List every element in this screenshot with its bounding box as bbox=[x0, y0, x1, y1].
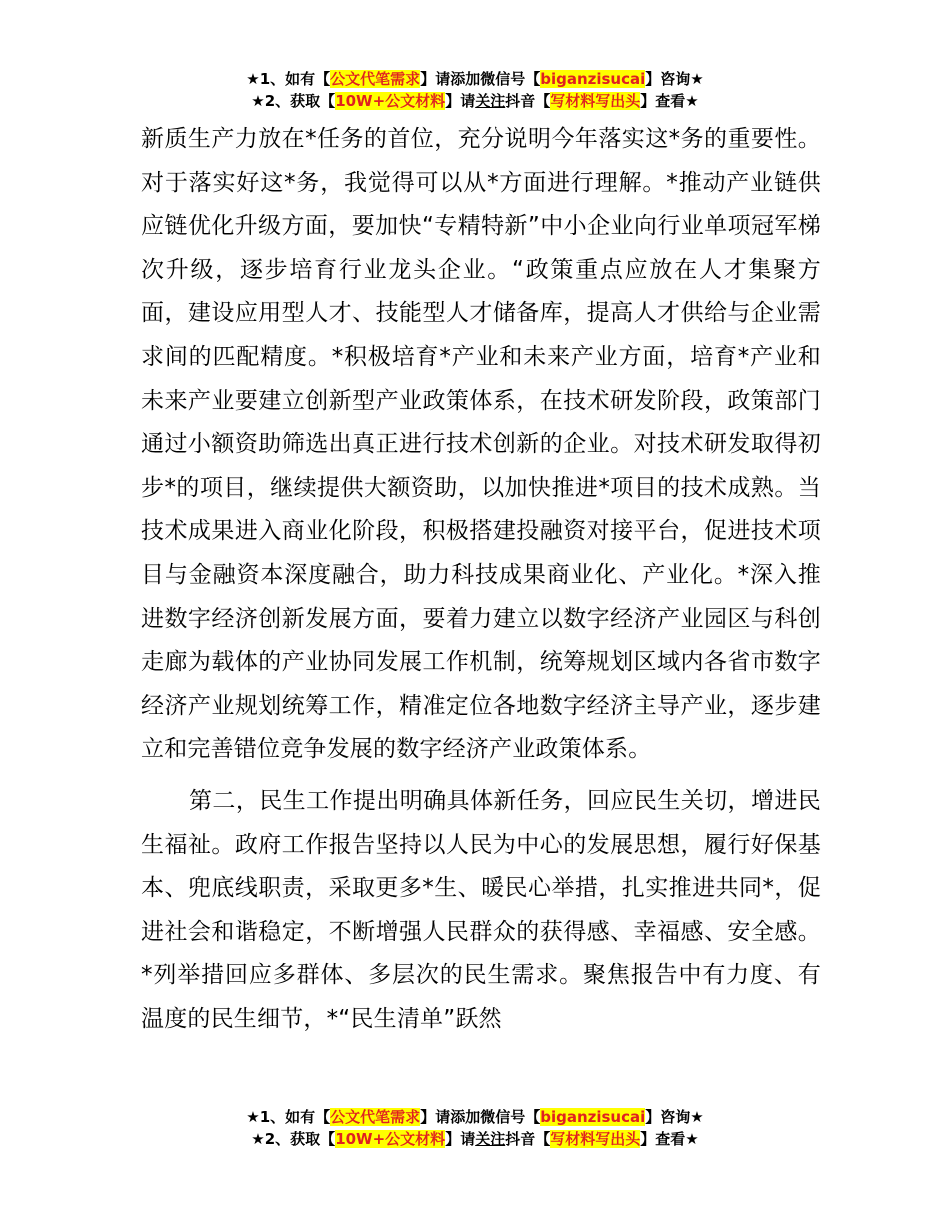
footer-line1-end: 】咨询★ bbox=[645, 1108, 704, 1126]
header-line1-mid: 】请添加微信号【 bbox=[420, 70, 541, 88]
header-line1-prefix: ★1、如有 bbox=[246, 70, 316, 88]
footer-line1-mid: 】请添加微信号【 bbox=[420, 1108, 541, 1126]
footer-ghostwriting-highlight: 公文代笔需求 bbox=[330, 1108, 421, 1126]
header-materials-highlight: 10W+公文材料 bbox=[335, 92, 446, 110]
footer-line1-bracket: 【 bbox=[315, 1108, 331, 1126]
header-line2-mid2: 抖音【 bbox=[505, 92, 551, 110]
header-ghostwriting-highlight: 公文代笔需求 bbox=[330, 70, 421, 88]
paragraph-1: 新质生产力放在*任务的首位，充分说明今年落实这*务的重要性。对于落实好这*务，我觉得可以从*方面进行理解。*推动产业链供应链优化升级方面，要加快“专精特新”中小企业向行业单项冠军梯次升级，逐步培育行业龙头企业。“政策重点应放在人才集聚方面，建设应用型人才、技能型人才储备库，提高人才供给与企业需求间的匹配精度。*积极培育*产业和未来产业方面，培育*产业和未来产业要建立创新型产业政策体系，在技术研发阶段，政策部门通过小额资助筛选出真正进行技术创新的企业。对技术研发取得初步*的项目，继续提供大额资助，以加快推进*项目的技术成熟。当技术成果进入商业化阶段，积极搭建投融资对接平台，促进技术项目与金融资本深度融合，助力科技成果商业化、产业化。*深入推进数字经济创新发展方面，要着力建立以数字经济产业园区与科创走廊为载体的产业协同发展工作机制，统筹规划区域内各省市数字经济产业规划统筹工作，精准定位各地数字经济主导产业，逐步建立和完善错位竞争发展的数字经济产业政策体系。 bbox=[141, 126, 821, 763]
paragraph-2: 第二，民生工作提出明确具体新任务，回应民生关切，增进民生福祉。政府工作报告坚持以人民为中心的发展思想，履行好保基本、兜底线职责，采取更多*生、暖民心举措，扎实推进共同*，促进社会和谐稳定，不断增强人民群众的获得感、幸福感、安全感。*列举措回应多群体、多层次的民生需求。聚焦报告中有力度、有温度的民生细节，*“民生清单”跃然 bbox=[141, 787, 821, 1032]
footer-douyin-highlight: 写材料写出头 bbox=[550, 1130, 641, 1148]
header-line2-end: 】查看★ bbox=[640, 92, 699, 110]
header-banner bbox=[0, 68, 950, 112]
footer-line2-prefix: ★2、获取【 bbox=[251, 1130, 336, 1148]
header-line2-prefix: ★2、获取【 bbox=[251, 92, 336, 110]
header-line2-mid: 】请 bbox=[445, 92, 476, 110]
footer-line-2 bbox=[0, 1128, 950, 1150]
header-follow-underlined: 关注 bbox=[475, 92, 506, 110]
header-wechat-id-highlight: biganzisucai bbox=[540, 70, 646, 88]
footer-follow-underlined: 关注 bbox=[475, 1130, 506, 1148]
header-douyin-highlight: 写材料写出头 bbox=[550, 92, 641, 110]
header-line1-end: 】咨询★ bbox=[645, 70, 704, 88]
footer-line-1 bbox=[0, 1106, 950, 1128]
footer-materials-highlight: 10W+公文材料 bbox=[335, 1130, 446, 1148]
footer-banner bbox=[0, 1106, 950, 1150]
header-line-2 bbox=[0, 90, 950, 112]
document-body bbox=[141, 118, 821, 1041]
footer-line2-mid: 】请 bbox=[445, 1130, 476, 1148]
footer-line2-mid2: 抖音【 bbox=[505, 1130, 551, 1148]
footer-line1-prefix: ★1、如有 bbox=[246, 1108, 316, 1126]
footer-line2-end: 】查看★ bbox=[640, 1130, 699, 1148]
header-line1-bracket: 【 bbox=[315, 70, 331, 88]
footer-wechat-id-highlight: biganzisucai bbox=[540, 1108, 646, 1126]
header-line-1 bbox=[0, 68, 950, 90]
